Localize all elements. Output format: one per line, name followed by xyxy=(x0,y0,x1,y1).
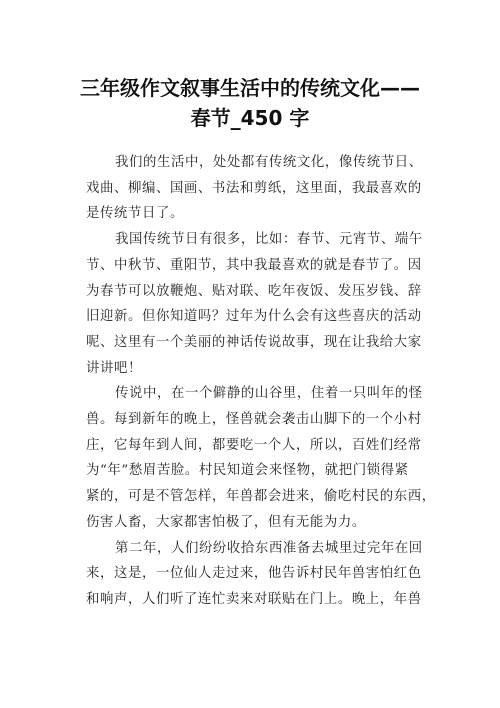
text-line: 庄，它每年到人间，都要吃一个人，所以，百姓们经常 xyxy=(86,437,422,453)
text-line: 伤害人畜，大家都害怕极了，但有无能为力。 xyxy=(86,514,366,530)
text-line: 节、中秋节、重阳节，其中我最喜欢的就是春节了。因 xyxy=(86,257,422,273)
text-line: 讲讲吧！ xyxy=(86,360,142,376)
text-line: 第二年，人们纷纷收拾东西准备去城里过完年在回 xyxy=(115,540,423,556)
paragraph xyxy=(86,381,436,535)
text-line: 为春节可以放鞭炮、贴对联、吃年夜饭、发压岁钱、辞 xyxy=(86,283,422,299)
text-line: 旧迎新。但你知道吗？过年为什么会有这些喜庆的活动 xyxy=(86,309,422,325)
paragraph xyxy=(86,150,423,227)
title-line: 春节_450 字 xyxy=(190,106,310,131)
text-line: 为“年”愁眉苦脸。村民知道会来怪物，就把门锁得紧 xyxy=(86,463,409,479)
paragraph xyxy=(86,227,423,381)
text-line: 来，这是，一位仙人走过来，他告诉村民年兽害怕红色 xyxy=(86,566,422,582)
text-line: 和响声，人们听了连忙卖来对联贴在门上。晚上，年兽 xyxy=(86,591,422,607)
text-line: 兽。每到新年的晚上，怪兽就会袭击山脚下的一个小村 xyxy=(86,412,422,428)
title-line: 三年级作文叙事生活中的传统文化—— xyxy=(80,76,420,101)
text-line: 是传统节日了。 xyxy=(86,206,184,222)
document-body xyxy=(86,150,436,613)
document-title xyxy=(60,73,440,133)
text-line: 传说中，在一个僻静的山谷里，住着一只叫年的怪 xyxy=(115,386,423,402)
paragraph xyxy=(86,536,423,613)
text-line: 我们的生活中，处处都有传统文化，像传统节日、 xyxy=(115,155,423,170)
text-line: 戏曲、柳编、国画、书法和剪纸，这里面，我最喜欢的 xyxy=(86,180,422,196)
text-line: 紧的，可是不管怎样，年兽都会进来，偷吃村民的东西， xyxy=(86,489,436,505)
text-line: 呢、这里有一个美丽的神话传说故事，现在让我给大家 xyxy=(86,334,422,350)
text-line: 我国传统节日有很多，比如：春节、元宵节、端午 xyxy=(115,232,423,248)
